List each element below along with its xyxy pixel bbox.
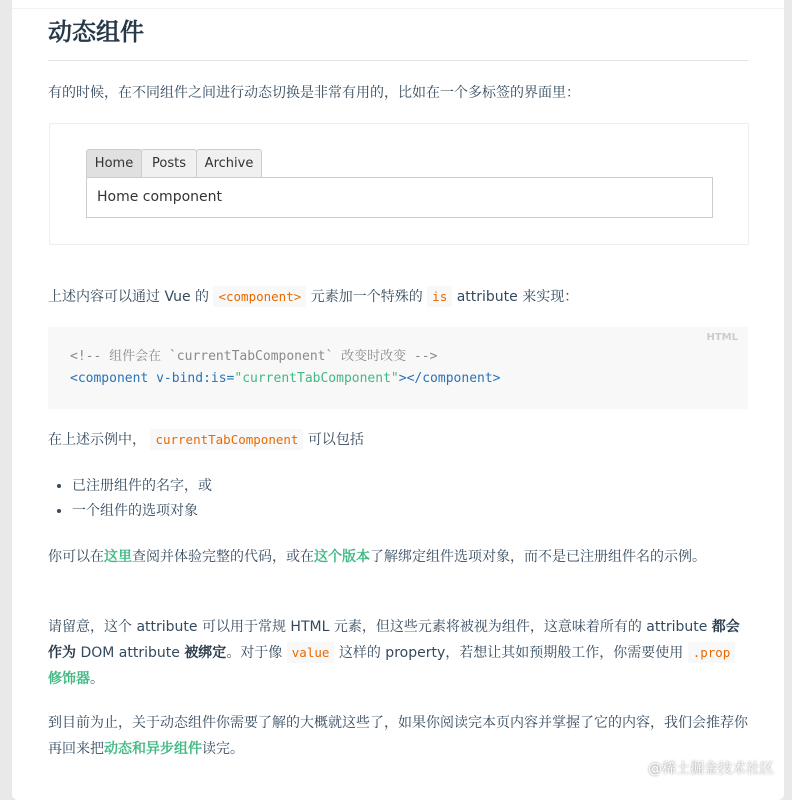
- options-list: [72, 474, 212, 524]
- link-modifier[interactable]: 修饰器: [48, 671, 90, 687]
- demo-box: [49, 123, 749, 245]
- link-this-version[interactable]: 这个版本: [314, 549, 370, 565]
- usage-paragraph: [48, 284, 748, 310]
- note-bold-1: 都会作为: [48, 619, 740, 661]
- example-text-2: 可以包括: [307, 432, 364, 448]
- tab-posts[interactable]: Posts: [141, 149, 197, 178]
- links-text-2: 查阅并体验完整的代码，或在: [132, 549, 314, 565]
- code-is: is: [427, 286, 452, 307]
- list-item: • 一个组件的选项对象: [72, 499, 212, 524]
- code-block: [48, 327, 748, 409]
- top-divider: [12, 8, 784, 9]
- docs-page: [12, 0, 784, 800]
- note-text-1: 请留意，这个 attribute 可以用于常规 HTML 元素，但这些元素将被视为组件，这意味着所有的 attribute: [48, 619, 708, 635]
- code-current-tab: currentTabComponent: [150, 429, 303, 450]
- code-value: value: [287, 642, 335, 663]
- summary-paragraph: [48, 710, 748, 762]
- code-component: <component>: [213, 286, 306, 307]
- tab-panel: Home component: [86, 177, 713, 218]
- usage-text-3: attribute 来实现：: [456, 289, 579, 305]
- example-text-1: 在上述示例中，: [48, 432, 146, 448]
- page-heading: 动态组件: [48, 18, 144, 46]
- note-text-2: DOM attribute: [80, 645, 180, 661]
- note-paragraph: [48, 614, 748, 692]
- link-async-components[interactable]: 动态和异步组件: [104, 741, 202, 757]
- summary-text-1: 到目前为止，关于动态组件你需要了解的大概就这些了，如果你阅读完本页内容并掌握了它的内容，我们会推荐你再回来把: [48, 715, 748, 757]
- usage-text-2: 元素加一个特殊的: [310, 289, 423, 305]
- note-bold-2: 被绑定: [184, 645, 227, 661]
- summary-text-2: 读完。: [202, 741, 244, 757]
- tab-home[interactable]: Home: [86, 149, 142, 178]
- links-text-3: 了解绑定组件选项对象，而不是已注册组件名的示例。: [370, 549, 706, 565]
- links-paragraph: [48, 544, 748, 570]
- code-line-2: [70, 371, 501, 386]
- usage-text-1: 上述内容可以通过 Vue 的: [48, 289, 210, 305]
- links-text-1: 你可以在: [48, 549, 104, 565]
- code-tag-open: <component: [70, 371, 149, 386]
- code-attr: v-bind:is=: [148, 371, 235, 386]
- code-prop: .prop: [688, 642, 736, 663]
- list-item: • 已注册组件的名字，或: [72, 474, 212, 499]
- note-text-5: 。: [90, 671, 104, 687]
- note-text-3: 。对于像: [226, 645, 283, 661]
- example-paragraph: [48, 427, 748, 453]
- tab-archive[interactable]: Archive: [196, 149, 262, 178]
- site-watermark: @稀土掘金技术社区: [648, 761, 774, 777]
- code-line-1: <!-- 组件会在 `currentTabComponent` 改变时改变 -->: [70, 349, 438, 364]
- code-tag-close: ></component>: [398, 371, 501, 386]
- heading-divider: [48, 60, 748, 61]
- link-here[interactable]: 这里: [104, 549, 132, 565]
- note-text-4: 这样的 property，若想让其如预期般工作，你需要使用: [338, 645, 684, 661]
- code-lang-label: HTML: [706, 332, 738, 343]
- code-attr-value: "currentTabComponent": [234, 371, 399, 386]
- intro-paragraph: 有的时候，在不同组件之间进行动态切换是非常有用的，比如在一个多标签的界面里：: [48, 85, 580, 101]
